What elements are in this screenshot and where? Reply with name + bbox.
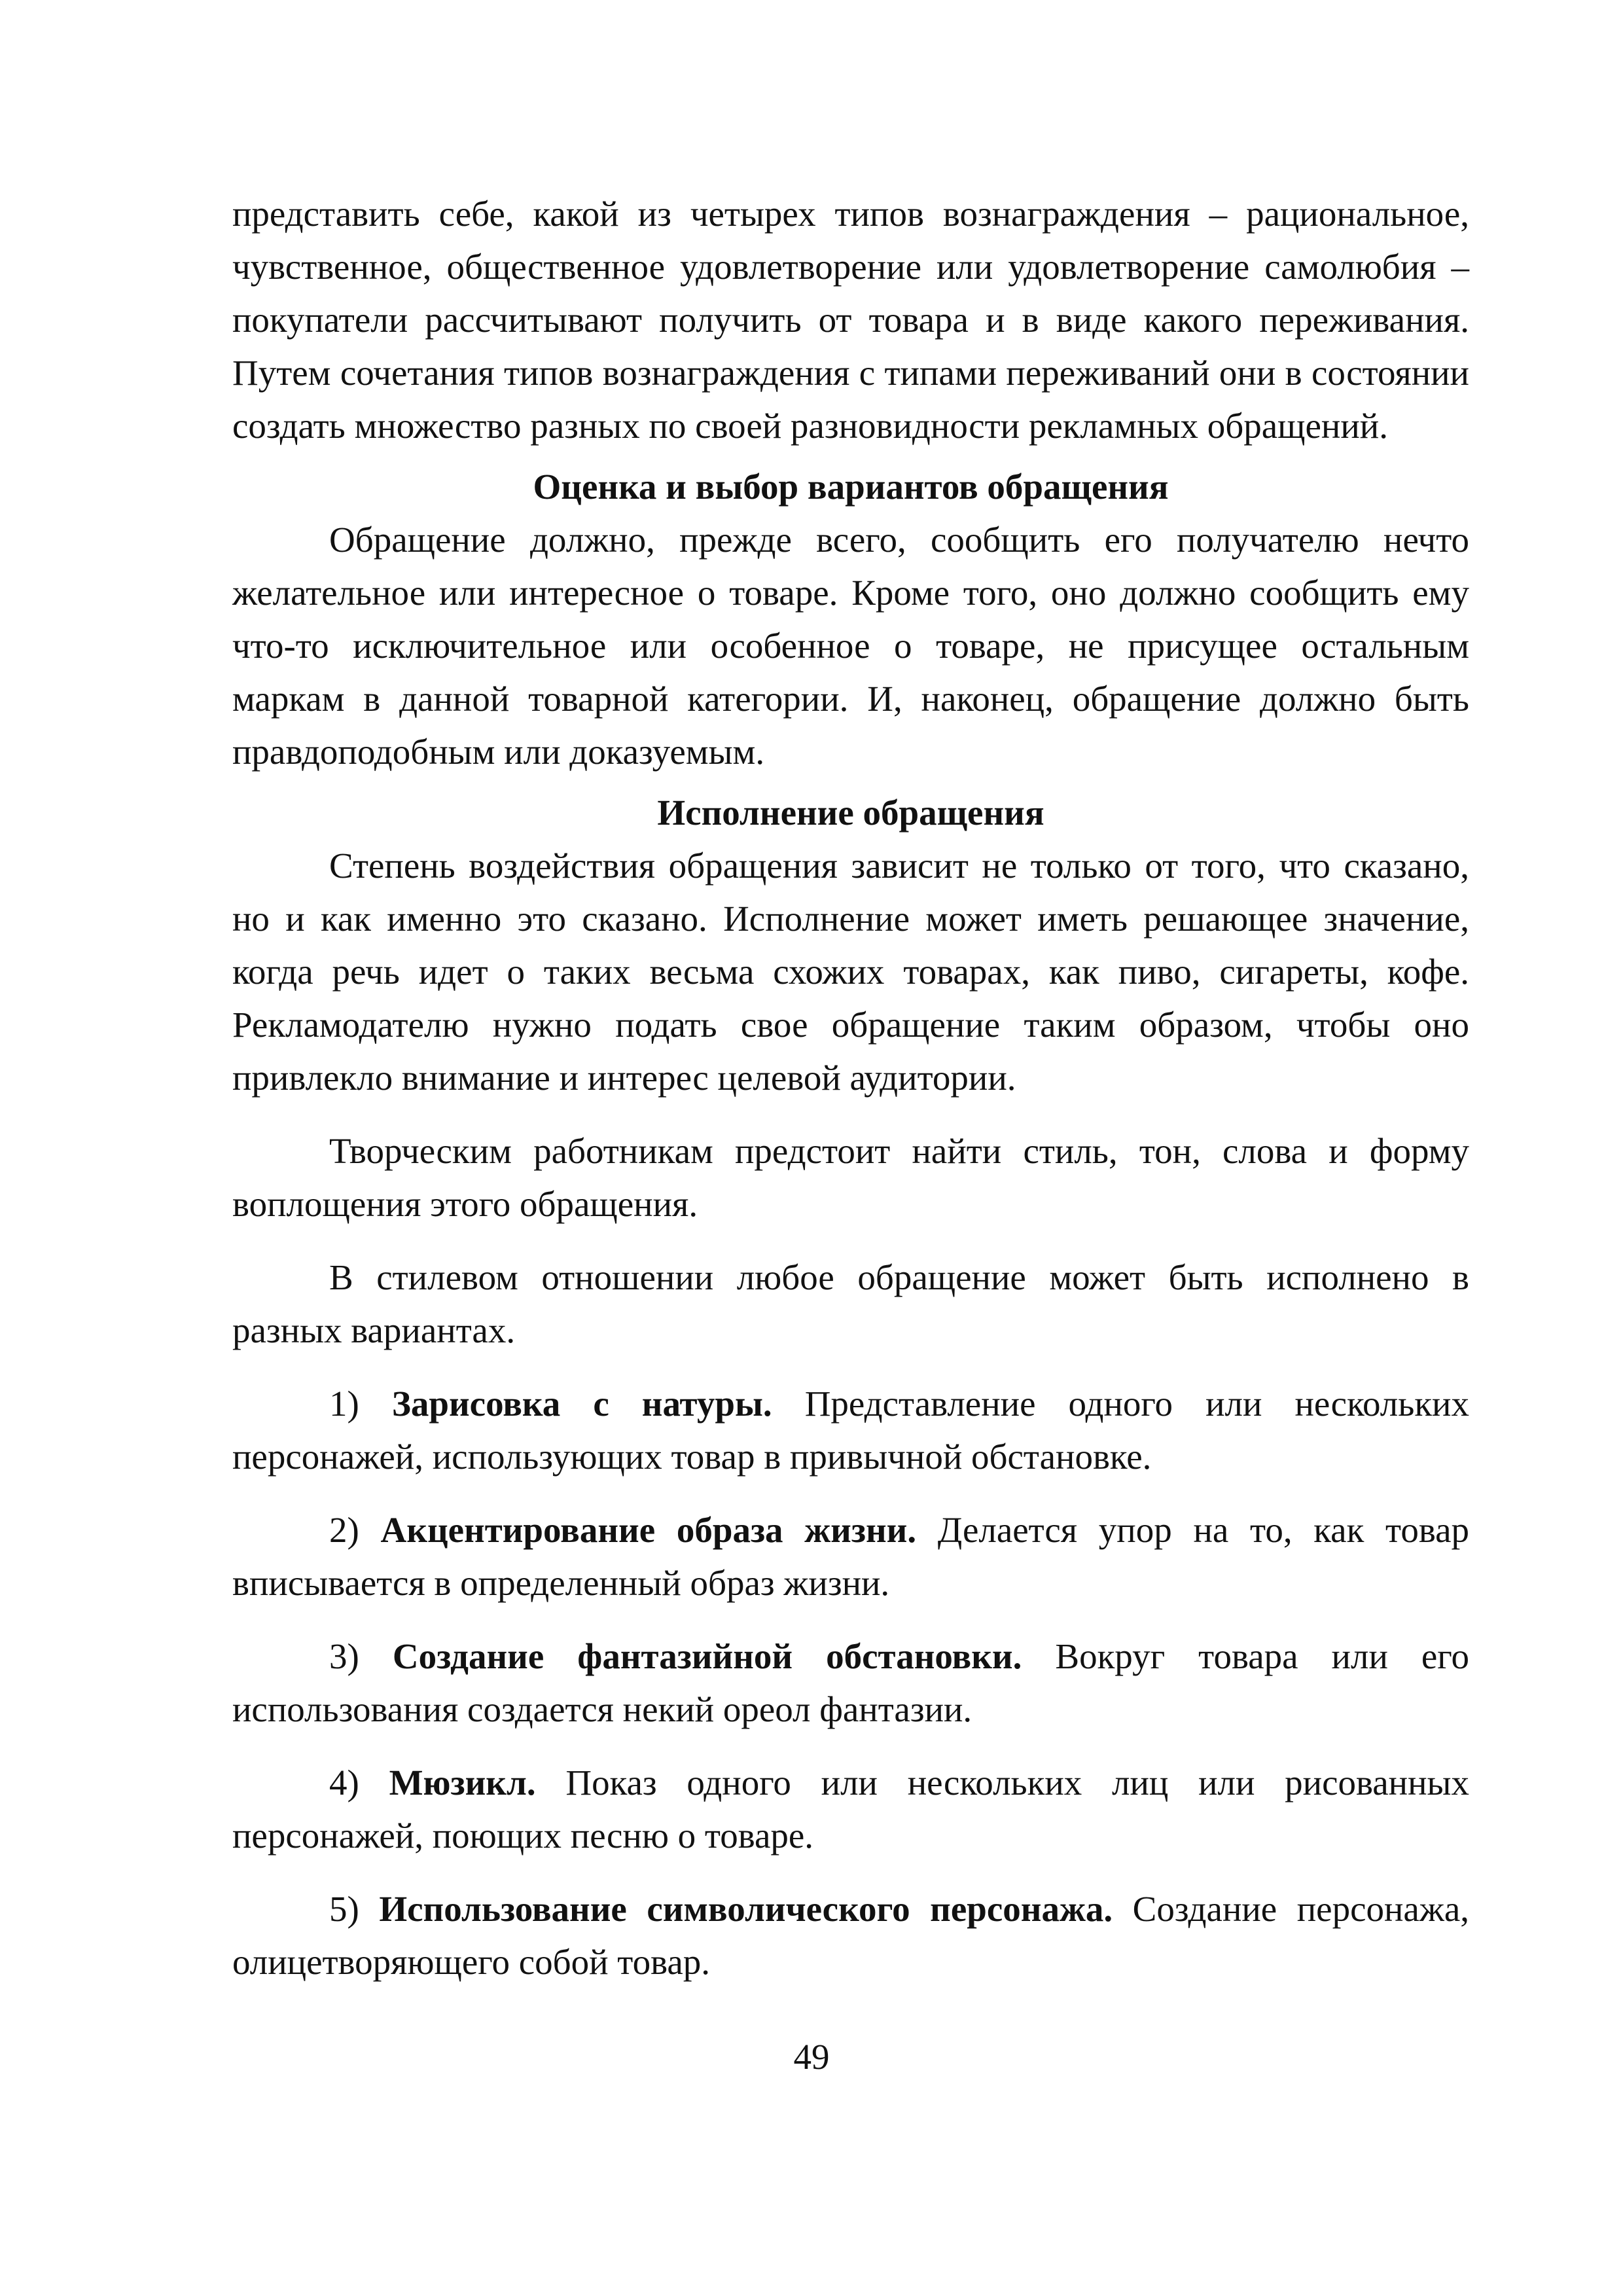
paragraph-creative-workers: Творческим работникам предстоит найти стиль, тон, слова и форму воплощения этого обращения. — [232, 1131, 1469, 1224]
list-item-5 — [232, 1882, 1469, 1988]
list-term: Создание фантазийной обстановки. — [392, 1636, 1022, 1676]
list-text: Создание персонажа, олицетворяющего собой товар. — [232, 1889, 1470, 1982]
paragraph-execution: Степень воздействия обращения зависит не только от того, что сказано, но и как именно это сказано. Исполнение может иметь решающее значение, когда речь идет о таких весьма схожих товарах, как пиво, сигареты, кофе. Рекламодателю нужно подать свое обращение таким образом, чтобы оно привлекло внимание и интерес целевой аудитории. — [232, 846, 1469, 1098]
paragraph-style-variants: В стилевом отношении любое обращение может быть исполнено в разных вариантах. — [232, 1257, 1469, 1350]
section-heading-evaluation: Оценка и выбор вариантов обращения — [533, 467, 1169, 507]
list-text: Делается упор на то, как товар вписывается в определенный образ жизни. — [232, 1510, 1469, 1603]
page-body — [232, 187, 1469, 1988]
list-text: Вокруг товара или его использования создается некий ореол фантазии. — [232, 1636, 1469, 1729]
page-number: 49 — [793, 2037, 830, 2077]
list-term: Использование символического персонажа. — [379, 1889, 1113, 1929]
list-item-4 — [232, 1756, 1469, 1862]
list-number: 2) — [329, 1510, 381, 1550]
list-term: Зарисовка с натуры. — [391, 1384, 772, 1424]
list-number: 4) — [329, 1763, 389, 1803]
list-term: Мюзикл. — [389, 1763, 536, 1803]
list-item-2 — [232, 1503, 1469, 1609]
paragraph-evaluation: Обращение должно, прежде всего, сообщить его получателю нечто желательное или интересное о товаре. Кроме того, оно должно сообщить ему что-то исключительное или особенное о товаре, не присущее остальным маркам в данной товарной категории. И, наконец, обращение должно быть правдоподобным или доказуемым. — [232, 520, 1469, 772]
list-number: 5) — [329, 1889, 380, 1929]
list-text: Показ одного или нескольких лиц или рисованных персонажей, поющих песню о товаре. — [232, 1763, 1469, 1856]
list-number: 3) — [329, 1636, 393, 1676]
list-text: Представление одного или нескольких персонажей, использующих товар в привычной обстановке. — [232, 1384, 1469, 1477]
paragraph-reward-types: представить себе, какой из четырех типов вознаграждения – рациональное, чувственное, общественное удовлетворение или удовлетворение самолюбия – покупатели рассчитывают получить от товара и в виде какого переживания. Путем сочетания типов вознаграждения с типами переживаний они в состоянии создать множество разных по своей разновидности рекламных обращений. — [232, 194, 1469, 446]
list-item-3 — [232, 1630, 1469, 1736]
list-term: Акцентирование образа жизни. — [380, 1510, 917, 1550]
section-heading-execution: Исполнение обращения — [657, 793, 1044, 833]
list-item-1 — [232, 1377, 1469, 1483]
list-number: 1) — [329, 1384, 392, 1424]
